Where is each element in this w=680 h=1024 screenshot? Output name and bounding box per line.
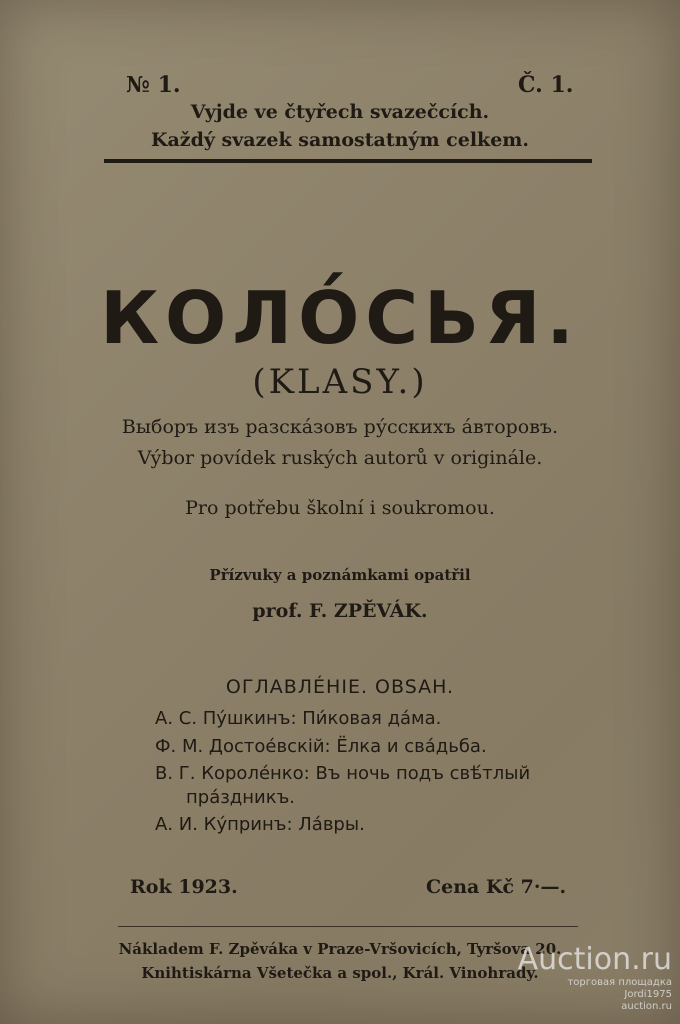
footer-rule (118, 926, 578, 927)
editor-name: prof. F. ZPĚVÁK. (252, 600, 428, 622)
contents-item: А. С. Пу́шкинъ: Пи́ковая да́ма. (155, 708, 442, 729)
issue-c-number: Č. 1. (518, 72, 574, 98)
watermark (518, 942, 672, 1013)
book-title-latin: (KLASY.) (252, 362, 428, 402)
header-line-2: Každý svazek samostatným celkem. (150, 129, 530, 151)
watermark-url: auction.ru (621, 1001, 672, 1012)
contents-item-continued: пра́здникъ. (186, 787, 296, 808)
contents-item: Ф. М. Достое́вскій: Ёлка и сва́дьба. (155, 736, 487, 757)
header-rule (104, 159, 592, 163)
purpose-line: Pro potřebu školní i soukromou. (185, 497, 495, 519)
watermark-tagline: торговая площадка (567, 977, 672, 988)
price: Cena Kč 7·—. (426, 876, 567, 898)
contents-item: А. И. Ку́принъ: Ла́вры. (155, 814, 365, 835)
book-title: КОЛО́СЬЯ. (100, 276, 580, 360)
russian-description: Выборъ изъ разска́зовъ ру́сскихъ а́второвъ. (121, 416, 559, 438)
publication-year: Rok 1923. (130, 876, 238, 898)
contents-heading: ОГЛАВЛÉНІЕ. OBSAH. (225, 676, 455, 698)
watermark-user: Jordi1975 (624, 989, 672, 1000)
watermark-site: Auction.ru (517, 942, 672, 977)
editor-line: Přízvuky a poznámkami opatřil (209, 566, 471, 584)
printer-line: Knihtiskárna Všetečka a spol., Král. Vinohrady. (141, 964, 539, 982)
issue-number: № 1. (126, 72, 181, 98)
czech-description: Výbor povídek ruských autorů v originále. (137, 447, 543, 469)
header-line-1: Vyjde ve čtyřech svazečcích. (190, 101, 490, 123)
publisher-line: Nákladem F. Zpěváka v Praze-Vršovicích, Tyršova 20. (118, 940, 562, 958)
contents-item: В. Г. Короле́нко: Въ ночь подъ свѣ́тлый (155, 763, 531, 784)
